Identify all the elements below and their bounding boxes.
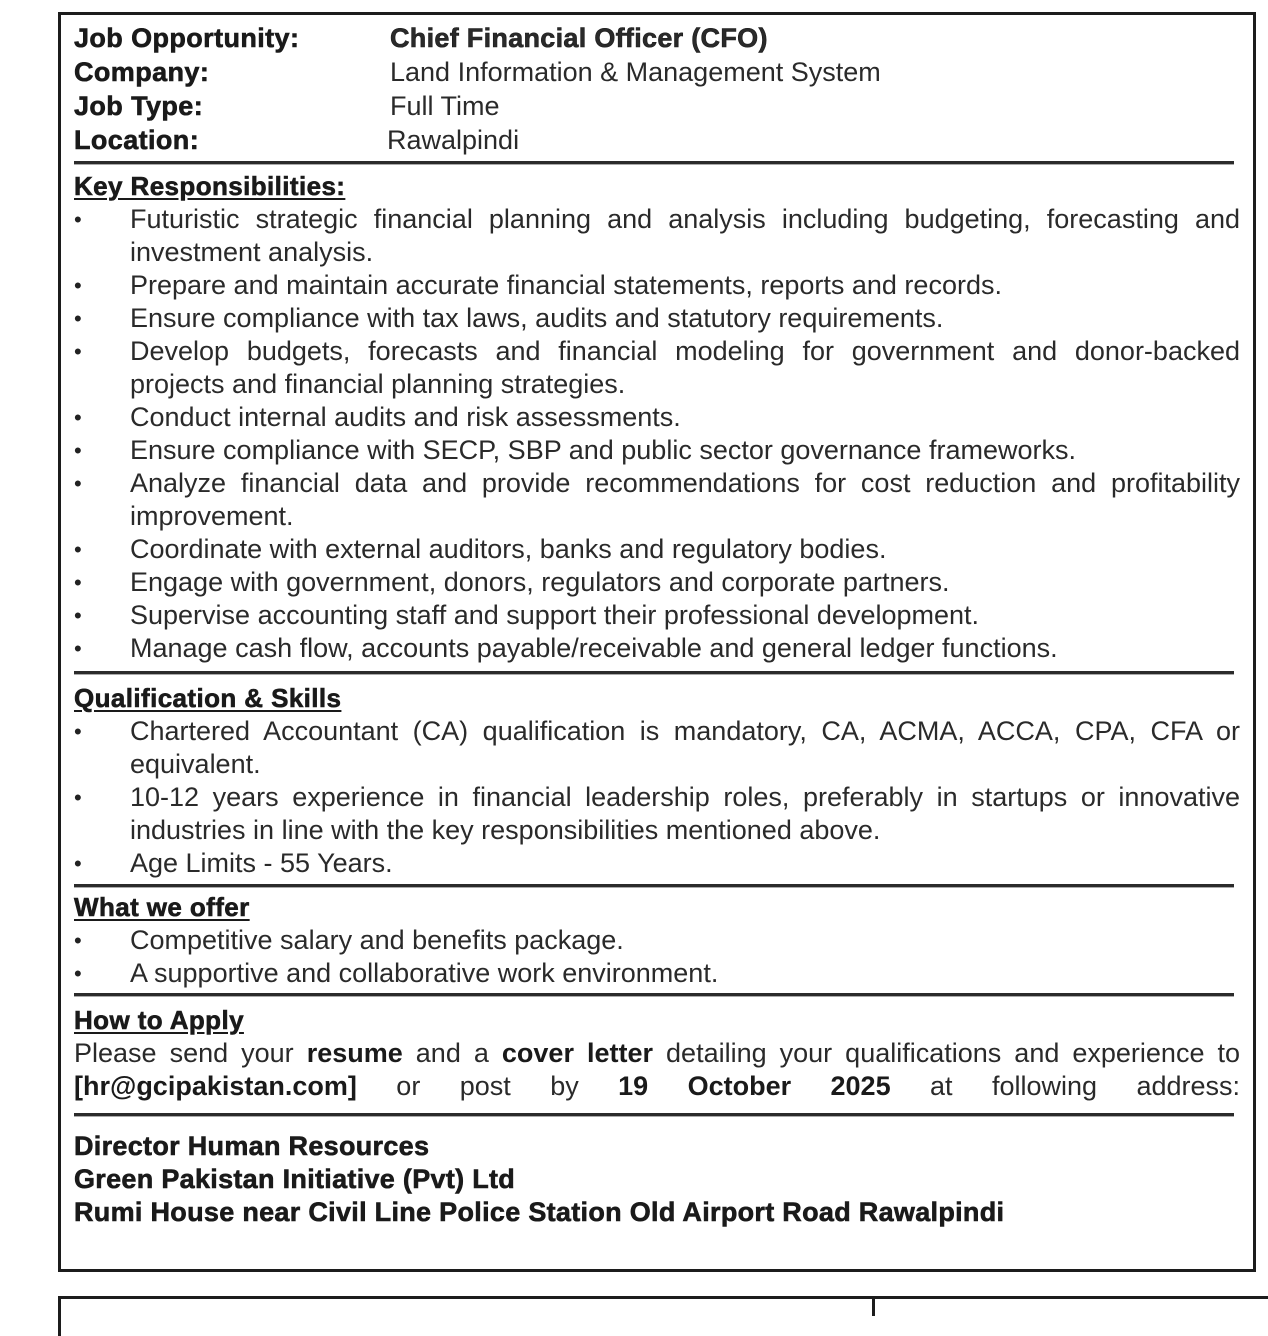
apply-email[interactable]: [hr@gcipakistan.com] — [74, 1071, 357, 1101]
list-item-text: Competitive salary and benefits package. — [130, 925, 624, 955]
list-item — [74, 715, 1240, 781]
next-advertisement-divider — [872, 1296, 875, 1316]
list-item — [74, 401, 1240, 434]
list-item — [74, 434, 1240, 467]
bullet-icon: • — [74, 471, 82, 496]
section-title-qualifications: Qualification & Skills — [74, 683, 342, 713]
offer-list — [74, 924, 1240, 990]
address-line-street: Rumi House near Civil Line Police Station Old Airport Road Rawalpindi — [74, 1197, 1005, 1227]
apply-text: or post by — [356, 1071, 619, 1101]
list-item-text: Analyze financial data and provide recommendations for cost reduction and profitability improvement. — [130, 468, 1240, 531]
list-item-text: Supervise accounting staff and support their professional development. — [130, 600, 980, 630]
responsibilities-list — [74, 203, 1240, 665]
job-type-row — [74, 89, 1240, 123]
apply-deadline: 19 October 2025 — [618, 1071, 891, 1101]
ad-content — [74, 15, 1240, 1229]
apply-text: at following address: — [890, 1071, 1241, 1101]
list-item-text: Coordinate with external auditors, banks and regulatory bodies. — [130, 534, 887, 564]
apply-instructions — [74, 1037, 1240, 1103]
list-item — [74, 599, 1240, 632]
list-item-text: Develop budgets, forecasts and financial modeling for government and donor-backed projects and financial planning strategies. — [130, 336, 1240, 399]
section-title-responsibilities: Key Responsibilities: — [74, 171, 346, 201]
bullet-icon: • — [74, 438, 82, 463]
list-item-text: A supportive and collaborative work environment. — [130, 958, 719, 988]
bullet-icon: • — [74, 207, 82, 232]
section-title-apply: How to Apply — [74, 1005, 244, 1035]
list-item — [74, 467, 1240, 533]
list-item — [74, 924, 1240, 957]
section-title-offer: What we offer — [74, 892, 250, 922]
list-item-text: Conduct internal audits and risk assessments. — [130, 402, 681, 432]
company-label: Company: — [74, 56, 210, 87]
bullet-icon: • — [74, 405, 82, 430]
job-opportunity-label: Job Opportunity: — [74, 22, 300, 53]
apply-text: and a — [402, 1038, 502, 1068]
address-line-director: Director Human Resources — [74, 1131, 430, 1161]
bullet-icon: • — [74, 306, 82, 331]
list-item-text: Ensure compliance with tax laws, audits and statutory requirements. — [130, 303, 944, 333]
list-item — [74, 632, 1240, 665]
apply-text: Please send your — [74, 1038, 307, 1068]
job-title: Chief Financial Officer (CFO) — [390, 22, 768, 53]
list-item-text: 10-12 years experience in financial leadership roles, preferably in startups or innovative industries in line with the key responsibilities mentioned above. — [130, 782, 1240, 845]
qualifications-list — [74, 715, 1240, 880]
list-item-text: Chartered Accountant (CA) qualification is mandatory, CA, ACMA, ACCA, CPA, CFA or equivalent. — [130, 716, 1240, 779]
list-item-text: Age Limits - 55 Years. — [130, 848, 393, 878]
apply-text-resume: resume — [306, 1038, 403, 1068]
list-item-text: Ensure compliance with SECP, SBP and public sector governance frameworks. — [130, 435, 1076, 465]
bullet-icon: • — [74, 851, 82, 876]
job-type-value: Full Time — [390, 90, 500, 121]
list-item — [74, 566, 1240, 599]
bullet-icon: • — [74, 928, 82, 953]
next-advertisement-box — [58, 1296, 1268, 1336]
location-row — [74, 123, 1240, 157]
list-item-text: Prepare and maintain accurate financial statements, reports and records. — [130, 270, 1002, 300]
list-item — [74, 957, 1240, 990]
list-item — [74, 781, 1240, 847]
list-item-text: Engage with government, donors, regulators and corporate partners. — [130, 567, 950, 597]
location-label: Location: — [74, 124, 200, 155]
company-row — [74, 55, 1240, 89]
list-item — [74, 269, 1240, 302]
bullet-icon: • — [74, 603, 82, 628]
bullet-icon: • — [74, 785, 82, 810]
job-advertisement — [58, 12, 1256, 1272]
bullet-icon: • — [74, 570, 82, 595]
list-item — [74, 847, 1240, 880]
apply-text-cover-letter: cover letter — [501, 1038, 654, 1068]
list-item-text: Futuristic strategic financial planning and analysis including budgeting, forecasting and investment analysis. — [130, 204, 1240, 267]
bullet-icon: • — [74, 636, 82, 661]
bullet-icon: • — [74, 719, 82, 744]
bullet-icon: • — [74, 339, 82, 364]
bullet-icon: • — [74, 537, 82, 562]
company-name: Land Information & Management System — [390, 56, 881, 87]
list-item — [74, 533, 1240, 566]
job-opportunity-row — [74, 21, 1240, 55]
job-type-label: Job Type: — [74, 90, 204, 121]
list-item — [74, 335, 1240, 401]
list-item — [74, 203, 1240, 269]
list-item-text: Manage cash flow, accounts payable/receivable and general ledger functions. — [130, 633, 1058, 663]
address-line-company: Green Pakistan Initiative (Pvt) Ltd — [74, 1164, 516, 1194]
bullet-icon: • — [74, 273, 82, 298]
list-item — [74, 302, 1240, 335]
apply-text: detailing your qualifications and experience to — [653, 1038, 1241, 1068]
bullet-icon: • — [74, 961, 82, 986]
location-value: Rawalpindi — [387, 124, 520, 155]
